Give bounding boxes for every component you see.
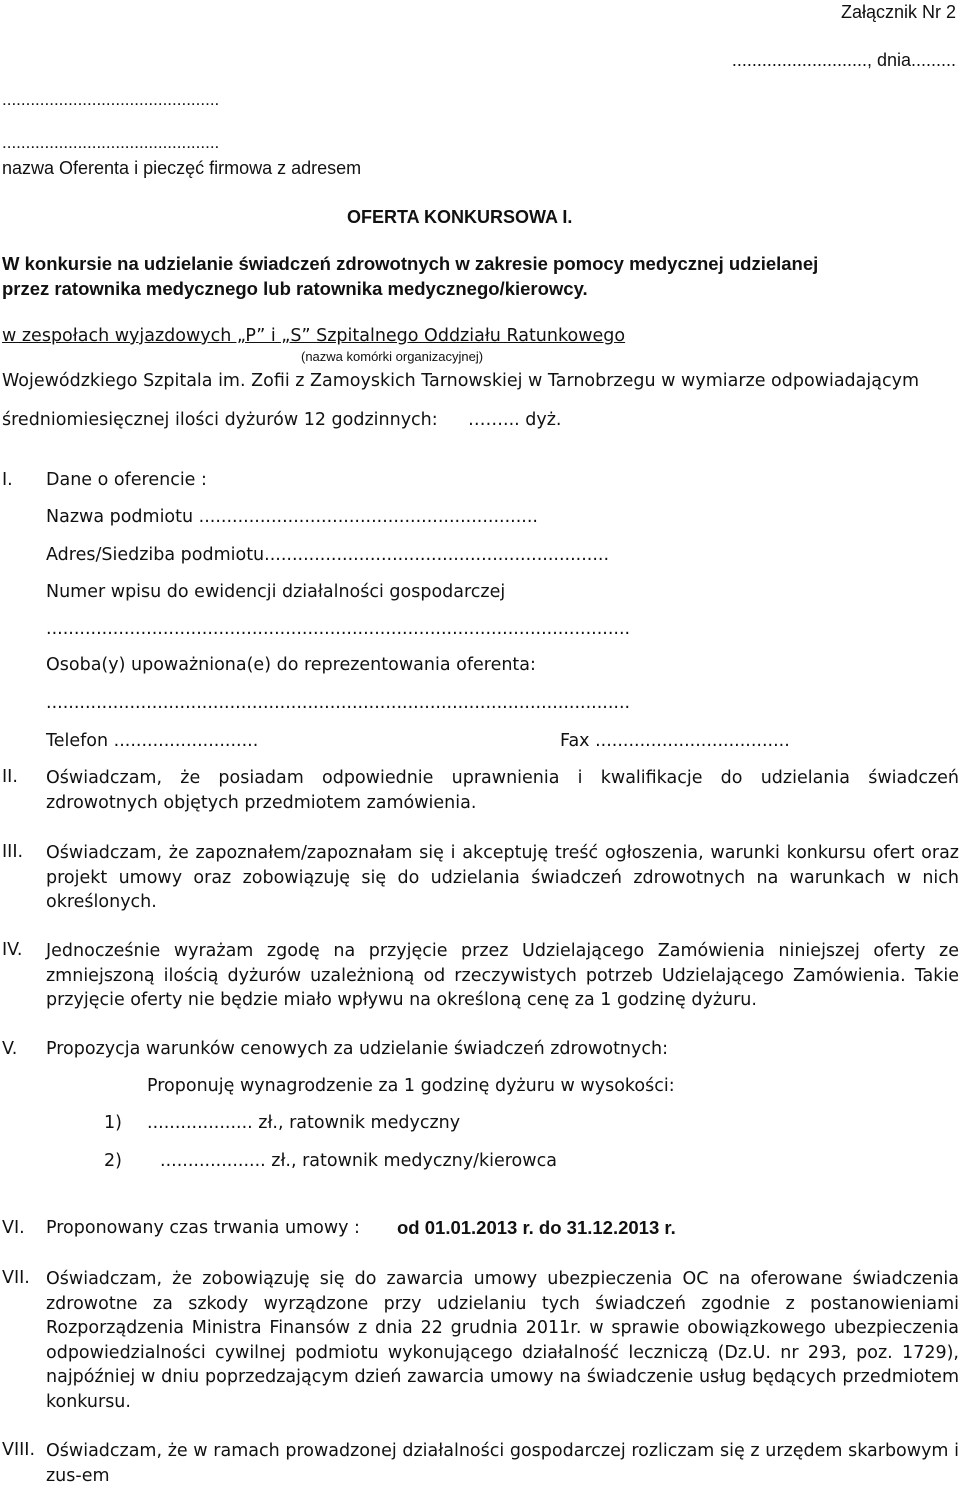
price-item-1-number: 1) <box>104 1113 122 1133</box>
shifts-value: ……... dyż. <box>468 410 562 430</box>
entity-address-field: Adres/Siedziba podmiotu.............................................................. <box>46 545 610 565</box>
section-1-number: I. <box>2 470 13 490</box>
section-4-number: IV. <box>2 940 23 960</box>
section-5-heading: Propozycja warunków cenowych za udzielanie świadczeń zdrowotnych: <box>46 1039 668 1059</box>
price-intro: Proponuję wynagrodzenie za 1 godzinę dyżuru w wysokości: <box>147 1076 675 1096</box>
representative-field: ......................................................................................................... <box>46 693 631 713</box>
shifts-label: średniomiesięcznej ilości dyżurów 12 godzinnych: <box>2 410 438 430</box>
section-2-number: II. <box>2 767 18 787</box>
price-item-2: ................... zł., ratownik medyczny/kierowca <box>160 1151 557 1171</box>
registry-number-field: ......................................................................................................... <box>46 619 631 639</box>
unit-caption: (nazwa komórki organizacyjnej) <box>301 349 484 364</box>
section-8-text: Oświadczam, że w ramach prowadzonej działalności gospodarczej rozliczam się z urzędem skarbowym i zus-em <box>46 1441 959 1486</box>
hospital-line <box>2 371 919 391</box>
hospital-name-part-1: Wojewódzkiego Szpitala im. <box>2 371 246 391</box>
section-8-number: VIII. <box>2 1440 36 1460</box>
unit-name: w zespołach wyjazdowych „P” i „S” Szpitalnego Oddziału Ratunkowego <box>2 326 626 346</box>
registry-number-label: Numer wpisu do ewidencji działalności gospodarczej <box>46 582 506 602</box>
attachment-label: Załącznik Nr 2 <box>840 2 956 22</box>
section-2-text: Oświadczam, że posiadam odpowiednie uprawnienia i kwalifikacje do udzielania świadczeń zdrowotnych objętych przedmiotem zamówienia. <box>46 768 959 813</box>
section-3-text: Oświadczam, że zapoznałem/zapoznałam się i akceptuję treść ogłoszenia, warunki konkursu ofert oraz projekt umowy oraz zobowiązuję się do udzielania świadczeń zdrowotnych na warunkach w nich określonych. <box>46 843 959 912</box>
section-4-text: Jednocześnie wyrażam zgodę na przyjęcie przez Udzielającego Zamówienia niniejszej oferty ze zmniejszoną ilością dyżurów uzależnioną od rzeczywistych potrzeb Udzielającego Zamówienia. Takie przyjęcie oferty nie będzie miało wpływu na określoną cenę za 1 godzinę dyżuru. <box>46 941 959 1010</box>
place-date-field: ..........................., dnia......... <box>731 50 956 70</box>
section-6-number: VI. <box>2 1218 25 1238</box>
competition-line-1: W konkursie na udzielanie świadczeń zdrowotnych w zakresie pomocy medycznej udzielanej <box>2 253 819 274</box>
section-7-number: VII. <box>2 1268 30 1288</box>
oferent-dots-line-1: .............................................. <box>2 90 220 109</box>
phone-field: Telefon .......................... <box>46 731 259 751</box>
price-item-2-number: 2) <box>104 1151 122 1171</box>
fax-field: Fax ................................... <box>560 731 790 751</box>
contract-duration-value: od 01.01.2013 r. do 31.12.2013 r. <box>397 1217 676 1238</box>
oferent-label: nazwa Oferenta i pieczęć firmowa z adresem <box>2 158 362 178</box>
section-1-heading: Dane o oferencie : <box>46 470 207 490</box>
contract-duration-label: Proponowany czas trwania umowy : <box>46 1218 360 1238</box>
section-7-text: Oświadczam, że zobowiązuję się do zawarcia umowy ubezpieczenia OC na oferowane świadczenia zdrowotne za szkody wyrządzone przy udzielaniu tych świadczeń zgodnie z postanowieniami Rozporządzenia Ministra Finansów z dnia 22 grudnia 2011r. w sprawie obowiązkowego ubezpieczenia odpowiedzialności cywilnej podmiotu wykonującego działalność leczniczą (Dz.U. nr 293, poz. 1729), najpóźniej w dniu poprzedzającym dzień zawarcia umowy na świadczenie usług będących przedmiotem konkursu. <box>46 1269 959 1412</box>
section-3-number: III. <box>2 842 24 862</box>
hospital-name-part-2: Zofii z Zamoyskich Tarnowskiej w Tarnobrzegu w wymiarze odpowiadającym <box>251 371 920 391</box>
representative-label: Osoba(y) upoważniona(e) do reprezentowania oferenta: <box>46 655 536 675</box>
competition-line-2: przez ratownika medycznego lub ratownika medycznego/kierowcy. <box>2 278 588 299</box>
entity-name-field: Nazwa podmiotu ............................................................. <box>46 507 538 527</box>
price-item-1: ................... zł., ratownik medyczny <box>147 1113 461 1133</box>
offer-title: OFERTA KONKURSOWA I. <box>347 207 573 227</box>
oferent-dots-line-2: .............................................. <box>2 133 220 152</box>
section-5-number: V. <box>2 1039 18 1059</box>
